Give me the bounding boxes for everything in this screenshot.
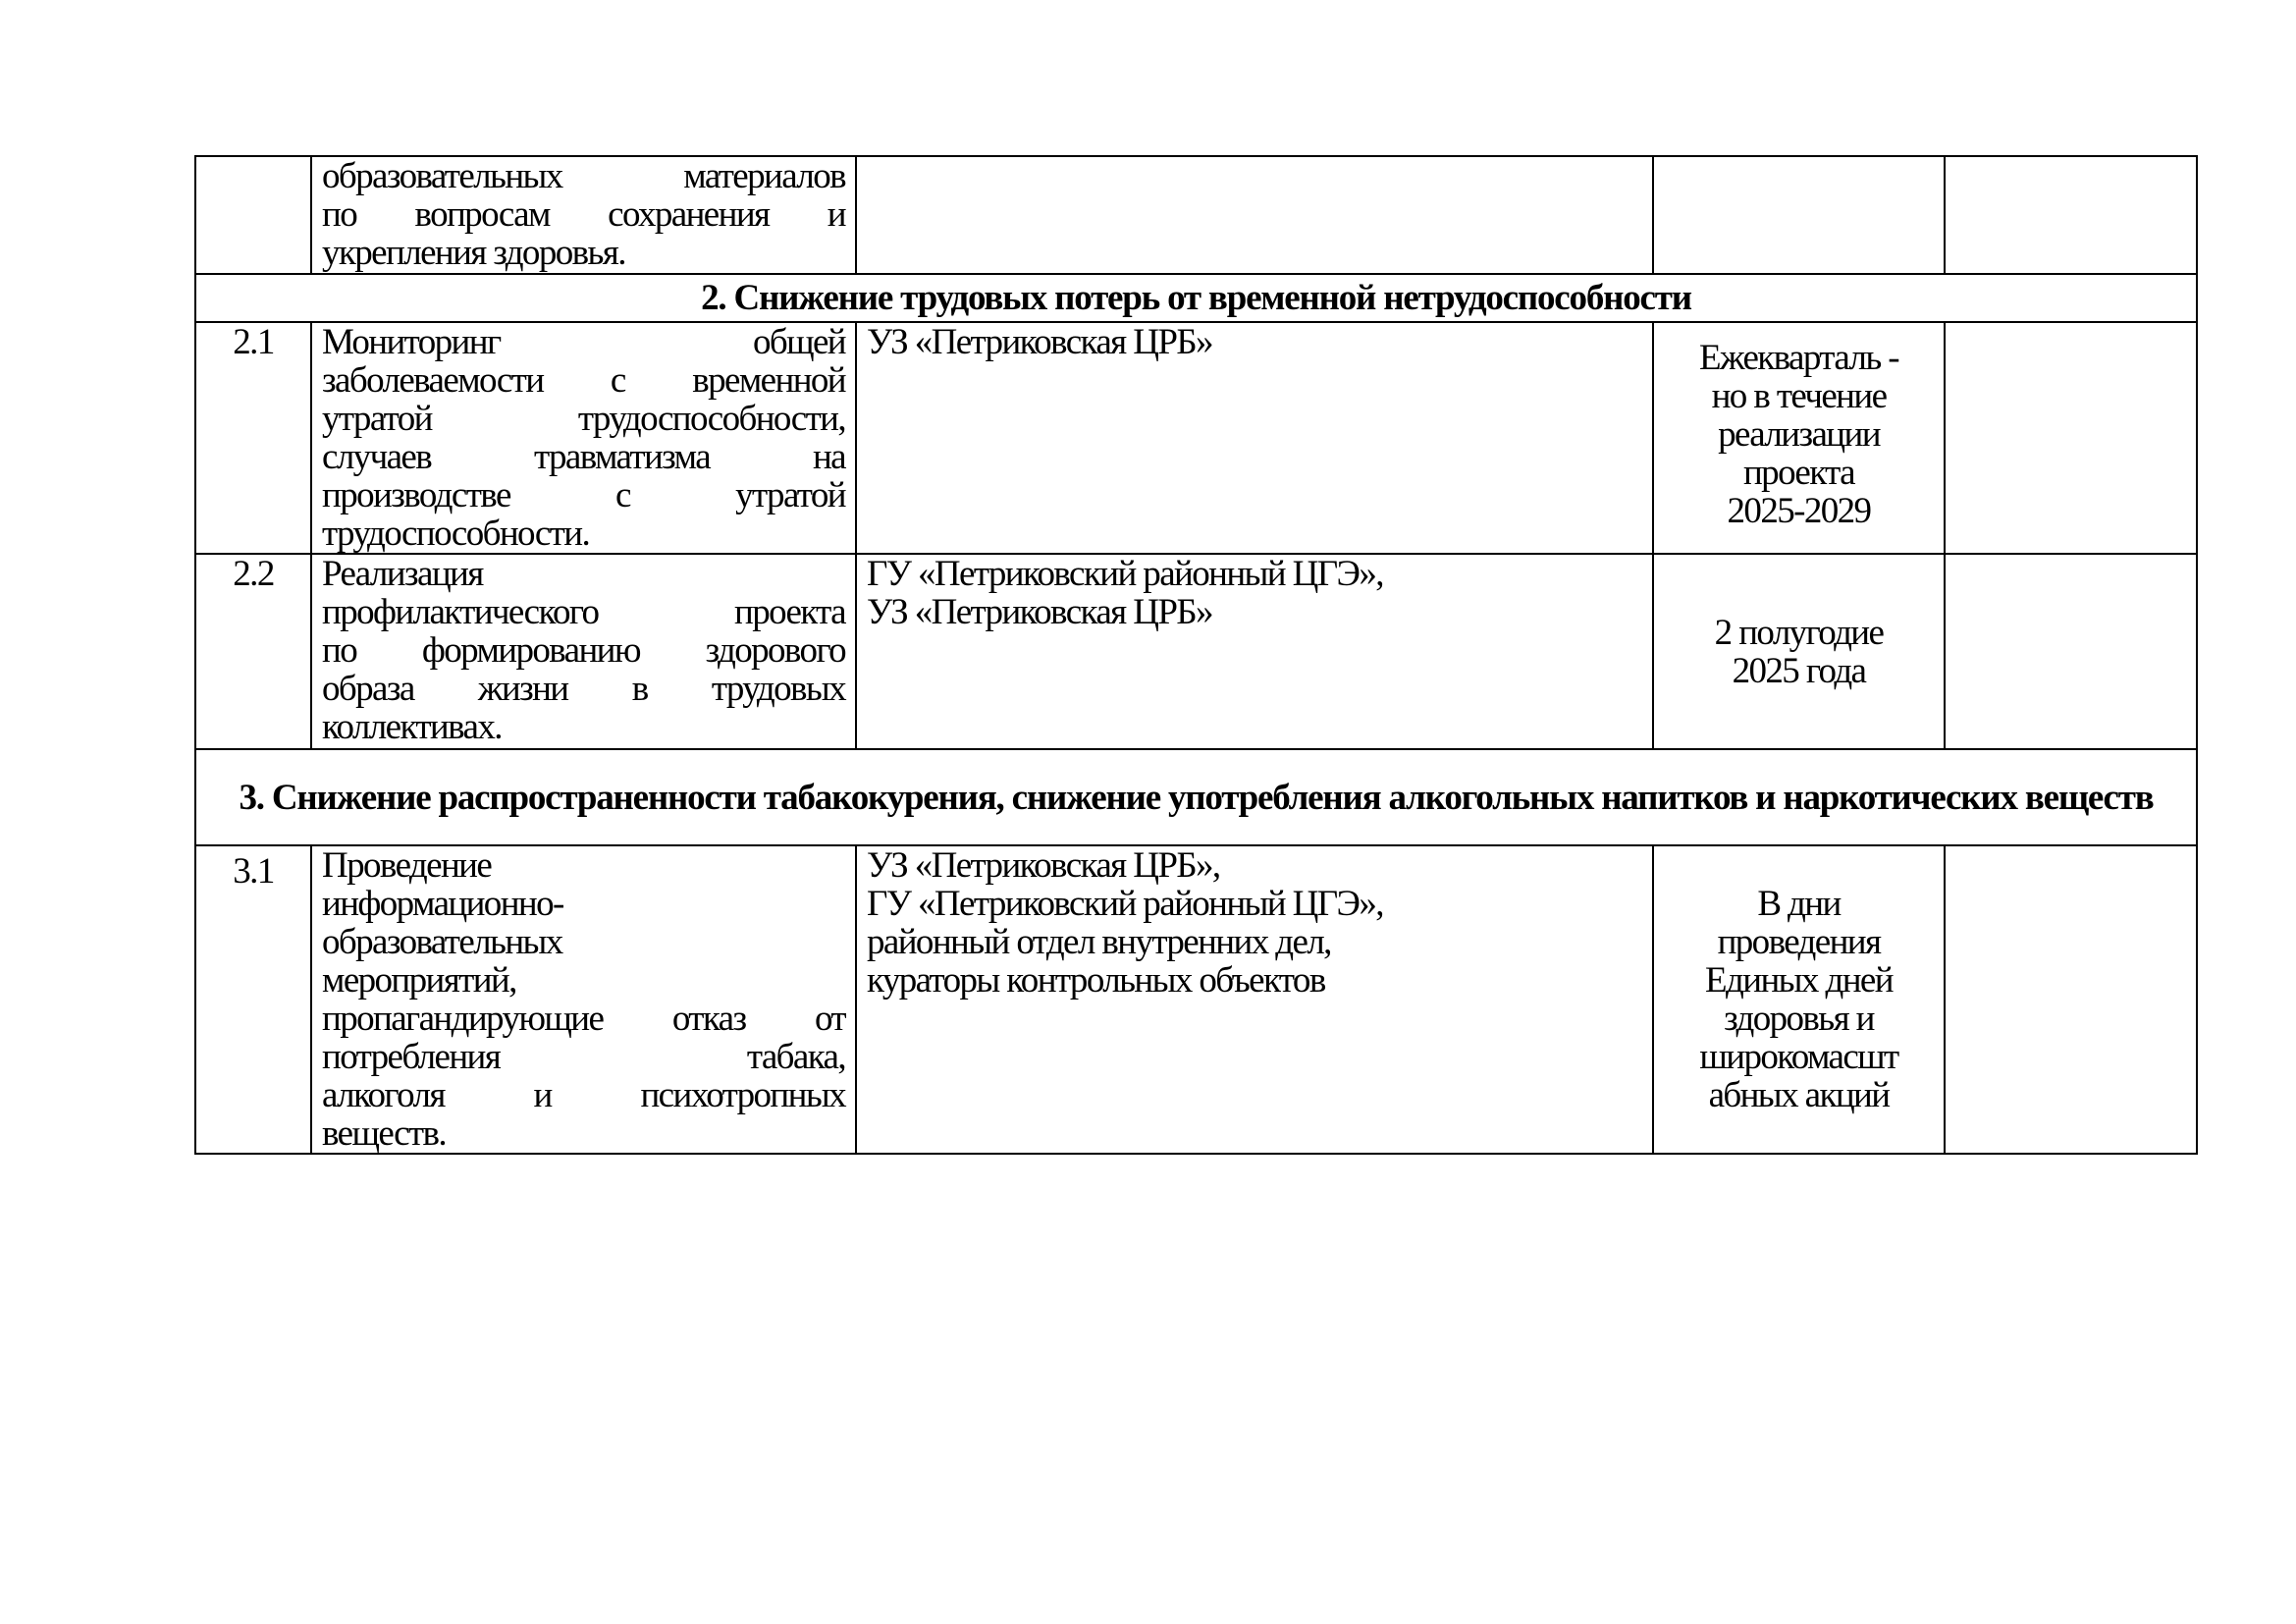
text-line: УЗ «Петриковская ЦРБ», (867, 845, 1220, 886)
text-line: укрепления здоровья. (322, 233, 625, 273)
section-row (195, 749, 2197, 845)
executor-cell (856, 554, 1653, 749)
text-line: заболеваемости с временной (322, 360, 845, 401)
text-line: потребления табака, (322, 1037, 845, 1077)
text-line: Проведение (322, 845, 492, 886)
text-line: УЗ «Петриковская ЦРБ» (867, 322, 1212, 362)
text-line: мероприятий, (322, 960, 516, 1001)
activity-cell (311, 554, 856, 749)
text-line: здоровья и (1724, 999, 1874, 1039)
text-line: информационно- (322, 884, 563, 924)
text-line: по формированию здорового (322, 630, 845, 671)
text-line: ГУ «Петриковский районный ЦГЭ», (867, 884, 1383, 924)
note-cell (1945, 845, 2197, 1154)
text-line: по вопросам сохранения и (322, 194, 845, 235)
text-line: коллективах. (322, 707, 502, 747)
text-line: трудоспособности. (322, 514, 590, 554)
num-cell: 2.1 (195, 322, 311, 554)
table-row (195, 845, 2197, 1154)
term-cell (1653, 322, 1945, 554)
text-line: производстве с утратой (322, 475, 845, 515)
term-cell (1653, 554, 1945, 749)
note-cell (1945, 322, 2197, 554)
text-line: УЗ «Петриковская ЦРБ» (867, 592, 1212, 632)
table-row (195, 554, 2197, 749)
section-row (195, 274, 2197, 322)
section-2-title: 2. Снижение трудовых потерь от временной нетрудоспособности (195, 274, 2197, 322)
text-line: случаев травматизма на (322, 437, 845, 477)
text-line: реализации (1718, 414, 1880, 455)
text-line: проекта (1742, 453, 1854, 493)
text-line: районный отдел внутренних дел, (867, 922, 1331, 962)
activity-cell (311, 156, 856, 274)
activity-cell (311, 845, 856, 1154)
note-cell (1945, 554, 2197, 749)
table-row (195, 156, 2197, 274)
text-line: алкоголя и психотропных (322, 1075, 845, 1115)
executor-cell (856, 156, 1653, 274)
text-line: широкомасшт (1699, 1037, 1898, 1077)
term-cell (1653, 845, 1945, 1154)
text-line: 2025-2029 (1727, 491, 1871, 531)
num-cell: 3.1 (195, 845, 311, 1154)
term-cell (1653, 156, 1945, 274)
text-line: Мониторинг общей (322, 322, 845, 362)
executor-cell (856, 845, 1653, 1154)
text-line: пропагандирующие отказ от (322, 999, 845, 1039)
text-line: Ежекварталь - (1699, 338, 1898, 378)
text-line: абных акций (1708, 1075, 1890, 1115)
text-line: утратой трудоспособности, (322, 399, 845, 439)
executor-cell (856, 322, 1653, 554)
text-line: профилактического проекта (322, 592, 845, 632)
table-row (195, 322, 2197, 554)
section-3-title: 3. Снижение распространенности табакокурения, снижение употребления алкогольных напитков и наркотических веществ (195, 749, 2197, 845)
text-line: проведения (1717, 922, 1881, 962)
text-line: 2 полугодие (1714, 612, 1884, 653)
text-line: 2025 года (1732, 650, 1866, 691)
num-cell (195, 156, 311, 274)
num-cell: 2.2 (195, 554, 311, 749)
activity-cell (311, 322, 856, 554)
text-line: веществ. (322, 1113, 447, 1154)
text-line: Единых дней (1705, 960, 1893, 1001)
text-line: образа жизни в трудовых (322, 669, 845, 709)
text-line: но в течение (1711, 376, 1887, 416)
text-line: В дни (1757, 884, 1841, 924)
text-line: ГУ «Петриковский районный ЦГЭ», (867, 554, 1383, 594)
text-line: образовательных материалов (322, 156, 845, 196)
text-line: кураторы контрольных объектов (867, 960, 1325, 1001)
text-line: образовательных (322, 922, 562, 962)
note-cell (1945, 156, 2197, 274)
plan-table (194, 155, 2198, 1155)
text-line: Реализация (322, 554, 483, 594)
